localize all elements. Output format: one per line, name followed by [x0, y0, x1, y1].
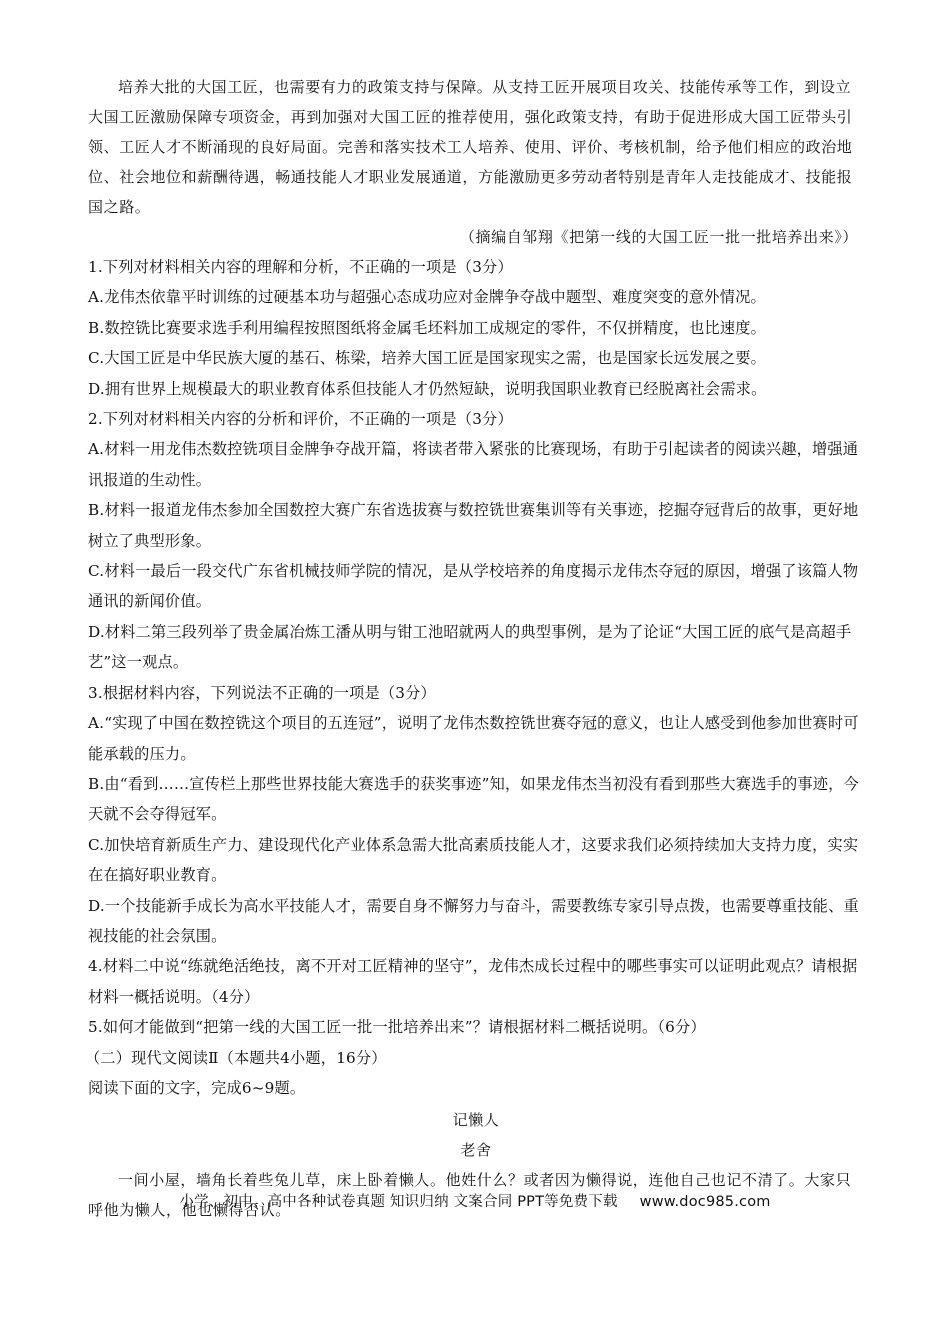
page-footer [0, 1190, 950, 1211]
option-a: A.龙伟杰依靠平时训练的过硬基本功与超强心态成功应对金牌争夺战中题型、难度突变的意外情况。 [88, 288, 766, 307]
article-title: 记懒人 [452, 1111, 500, 1130]
question-3 [88, 678, 864, 952]
passage-closing-paragraph: 培养大批的大国工匠，也需要有力的政策支持与保障。从支持工匠开展项目攻关、技能传承等工作，到设立大国工匠激励保障专项资金，再到加强对大国工匠的推荐使用，强化政策支持，有助于促进形成大国工匠带头引领、工匠人才不断涌现的良好局面。完善和落实技术工人培养、使用、评价、考核机制，给予他们相应的政治地位、社会地位和薪酬待遇，畅通技能人才职业发展通道，方能激励更多劳动者特别是青年人走技能成才、技能报国之路。 [88, 78, 853, 216]
option-d: D.一个技能新手成长为高水平技能人才，需要自身不懈努力与奋斗，需要教练专家引导点拨，也需要尊重技能、重视技能的社会氛围。 [88, 896, 859, 945]
option-b: B.材料一报道龙伟杰参加全国数控大赛广东省选拔赛与数控铣世赛集训等有关事迹，挖掘夺冠背后的故事，更好地树立了典型形象。 [88, 501, 859, 550]
source-citation: （摘编自邹翔《把第一线的大国工匠一批一批培养出来》） [459, 228, 858, 246]
reading-instruction: 阅读下面的文字，完成6~9题。 [88, 1078, 306, 1097]
footer-url[interactable]: www.doc985.com [639, 1194, 771, 1210]
question-4 [88, 951, 864, 1012]
article-author: 老舍 [460, 1141, 492, 1160]
question-stem: 5.如何才能做到“把第一线的大国工匠一批一批培养出来”？请根据材料二概括说明。（6分） [88, 1018, 706, 1037]
question-1 [88, 252, 864, 404]
question-5 [88, 1012, 864, 1042]
option-c: C.大国工匠是中华民族大厦的基石、栋梁，培养大国工匠是国家现实之需，也是国家长远发展之要。 [88, 349, 766, 368]
footer-text: 小学、初中、高中各种试卷真题 知识归纳 文案合同 PPT等免费下载 [179, 1194, 618, 1210]
option-a: A.材料一用龙伟杰数控铣项目金牌争夺战开篇，将读者带入紧张的比赛现场，有助于引起读者的阅读兴趣，增强通讯报道的生动性。 [88, 440, 859, 489]
section-heading: （二）现代文阅读Ⅱ（本题共4小题，16分） [85, 1048, 387, 1067]
option-c: C.加快培育新质生产力、建设现代化产业体系急需大批高素质技能人才，这要求我们必须持续加大支持力度，实实在在搞好职业教育。 [88, 835, 859, 885]
article-paragraph: 一间小屋，墙角长着些兔儿草，床上卧着懒人。他姓什么？或者因为懒得说，连他自己也记不清了。大家只呼他为懒人，他也懒得否认。 [88, 1171, 852, 1220]
option-b: B.由“看到……宣传栏上那些世界技能大赛选手的获奖事迹”知，如果龙伟杰当初没有看到那些大赛选手的事迹，今天就不会夺得冠军。 [88, 774, 859, 824]
question-stem: 3.根据材料内容，下列说法不正确的一项是（3分） [88, 683, 436, 702]
option-c: C.材料一最后一段交代广东省机械技师学院的情况，是从学校培养的角度揭示龙伟杰夺冠的原因，增强了该篇人物通讯的新闻价值。 [88, 562, 859, 611]
question-2 [88, 404, 864, 678]
document-page [85, 72, 864, 1225]
question-stem: 2.下列对材料相关内容的分析和评价，不正确的一项是（3分） [88, 410, 513, 429]
option-a: A.“实现了中国在数控铣这个项目的五连冠”，说明了龙伟杰数控铣世赛夺冠的意义，也让人感受到他参加世赛时可能承载的压力。 [88, 714, 859, 763]
option-d: D.材料二第三段列举了贵金属冶炼工潘从明与钳工池昭就两人的典型事例，是为了论证“大国工匠的底气是高超手艺”这一观点。 [88, 622, 852, 672]
option-d: D.拥有世界上规模最大的职业教育体系但技能人才仍然短缺，说明我国职业教育已经脱离社会需求。 [88, 379, 767, 398]
option-b: B.数控铣比赛要求选手利用编程按照图纸将金属毛坯料加工成规定的零件，不仅拼精度，也比速度。 [88, 318, 767, 337]
question-stem: 4.材料二中说“练就绝活绝技，离不开对工匠精神的坚守”，龙伟杰成长过程中的哪些事实可以证明此观点？请根据材料一概括说明。（4分） [88, 957, 858, 1006]
question-stem: 1.下列对材料相关内容的理解和分析，不正确的一项是（3分） [88, 258, 513, 276]
